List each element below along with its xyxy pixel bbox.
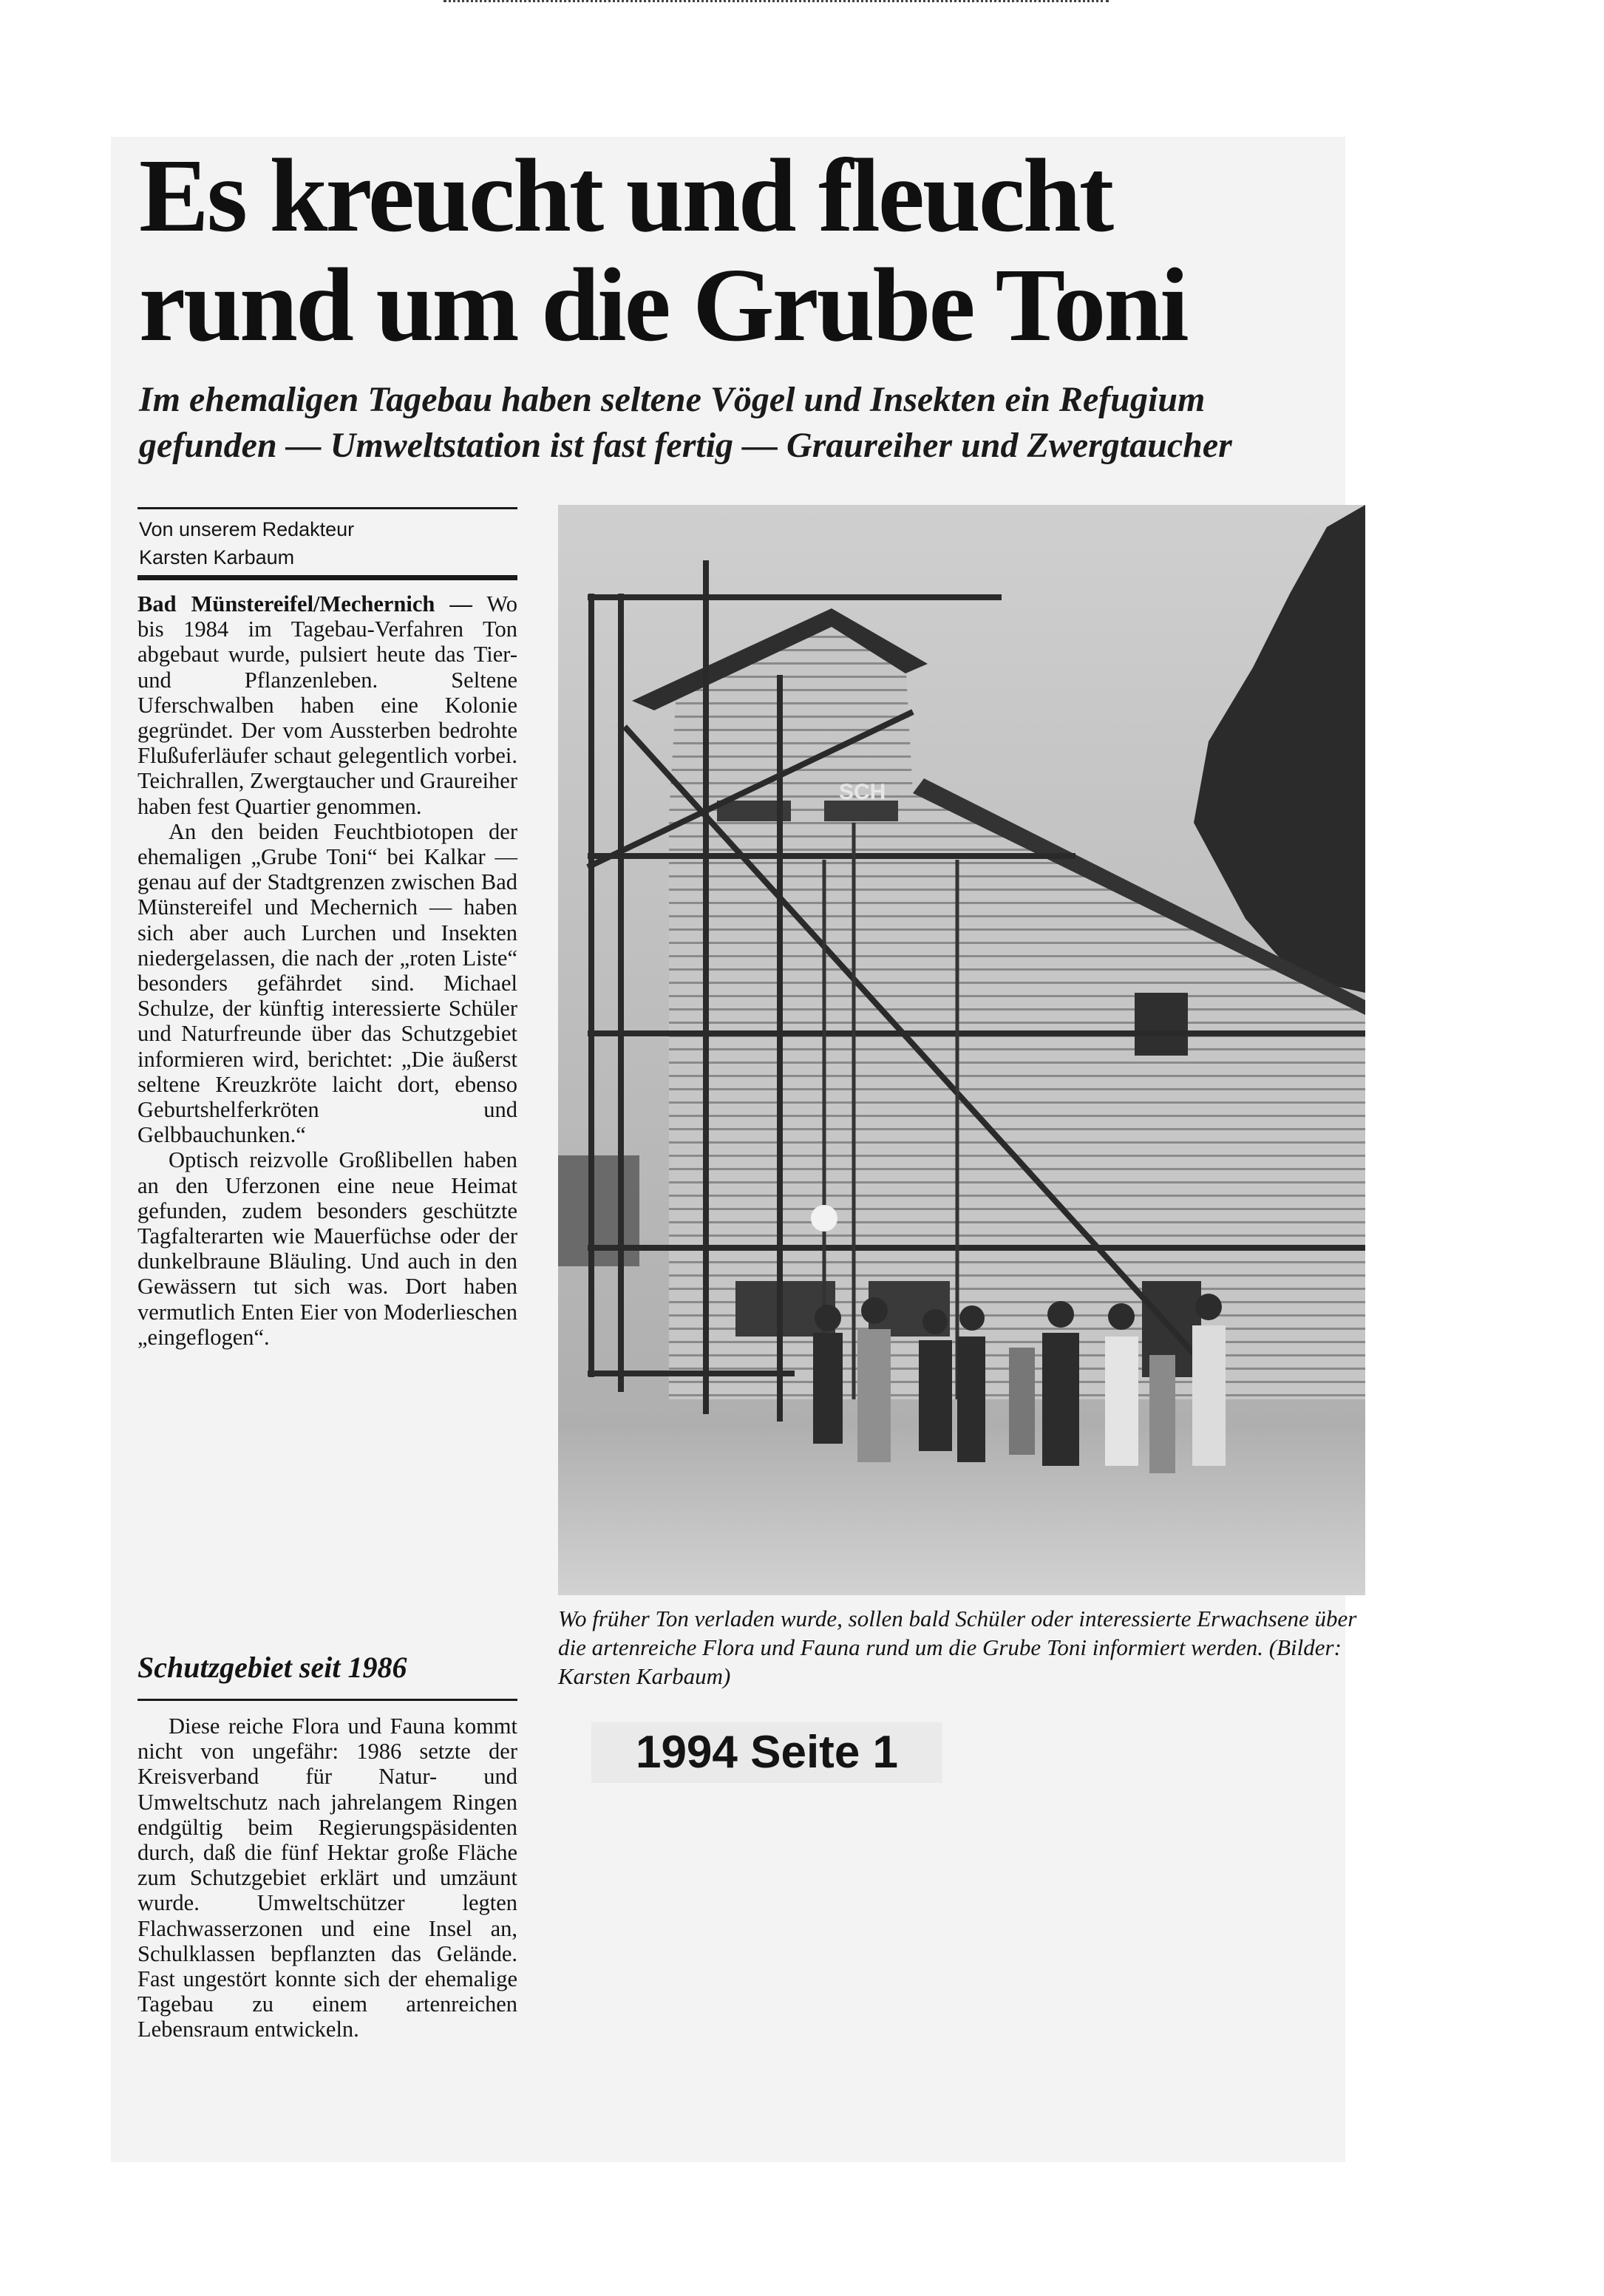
paragraph-1-text: Wo bis 1984 im Tagebau-Verfahren Ton abgebaut wurde, pulsiert heute das Tier- und Pflanzenleben. Seltene Uferschwalben haben eine Kolonie gegründet. Der vom Aussterben bedrohte Flußuferläufer schaut gelegentlich vorbei. Teichrallen, Zwergtaucher und Graureiher haben fest Quartier genommen. <box>137 591 518 819</box>
paragraph-3: Optisch reizvolle Großlibellen haben an den Uferzonen eine neue Heimat gefunden, zudem besonders geschützte Tagfalterarten wie Mauerfüchse oder der dunkelbraune Bläuling. Und auch in den Gewässern tut sich was. Dort haben vermutlich Enten Eier von Moderlieschen „eingeflogen“. <box>137 1147 517 1350</box>
section-body <box>137 1713 517 2042</box>
photo-caption: Wo früher Ton verladen wurde, sollen bald Schüler oder interessierte Erwachsene über die artenreiche Flora und Fauna rund um die Grube Toni informiert werden. (Bilder: Karsten Karbaum) <box>558 1606 1357 1689</box>
year-page-stamp: 1994 Seite 1 <box>591 1722 942 1783</box>
dateline: Bad Münstereifel/Mechernich — <box>137 591 472 617</box>
paragraph-2: An den beiden Feuchtbiotopen der ehemaligen „Grube Toni“ bei Kalkar — genau auf der Stadtgrenzen zwischen Bad Münstereifel und Mechernich — haben sich aber auch Lurchen und Insekten niedergelassen, die nach der „roten Liste“ besonders gefährdet sind. Michael Schulze, der künftig interessierte Schüler und Naturfreunde über das Schutzgebiet informieren wird, berichtet: „Die äußerst seltene Kreuzkröte laicht dort, ebenso Geburtshelferkröten und Gelbbauchunken.“ <box>137 818 517 1148</box>
building-photo-illustration <box>558 505 1365 1595</box>
byline <box>139 515 516 571</box>
section-heading: Schutzgebiet seit 1986 <box>137 1651 407 1684</box>
paragraph-1 <box>137 591 517 819</box>
headline: Es kreucht und fleucht rund um die Grube Toni <box>139 137 1187 363</box>
section-rule <box>137 1699 517 1701</box>
byline-bottom-rule <box>137 575 517 580</box>
byline-role: Von unserem Redakteur <box>139 518 355 540</box>
article-body <box>137 591 517 1350</box>
byline-top-rule <box>137 507 517 509</box>
section-paragraph: Diese reiche Flora und Fauna kommt nicht von ungefähr: 1986 setzte der Kreisverband für Natur- und Umweltschutz nach jahrelangem Ringen endgültig beim Regierungspäsidenten durch, daß die fünf Hektar große Fläche zum Schutzgebiet erklärt und umzäunt wurde. Umweltschützer legten Flachwasserzonen und eine Insel an, Schulklassen bepflanzten das Gelände. Fast ungestört konnte sich der ehemalige Tagebau zu einem artenreichen Lebensraum entwickeln. <box>137 1713 517 2042</box>
article-photo <box>558 505 1365 1595</box>
scan-edge-mark <box>444 0 1109 8</box>
byline-author: Karsten Karbaum <box>139 546 295 568</box>
subheadline: Im ehemaligen Tagebau haben seltene Vögel und Insekten ein Refugium gefunden — Umweltstation ist fast fertig — Graureiher und Zwergtaucher <box>139 380 1232 465</box>
building-sign: SCH <box>839 780 886 804</box>
